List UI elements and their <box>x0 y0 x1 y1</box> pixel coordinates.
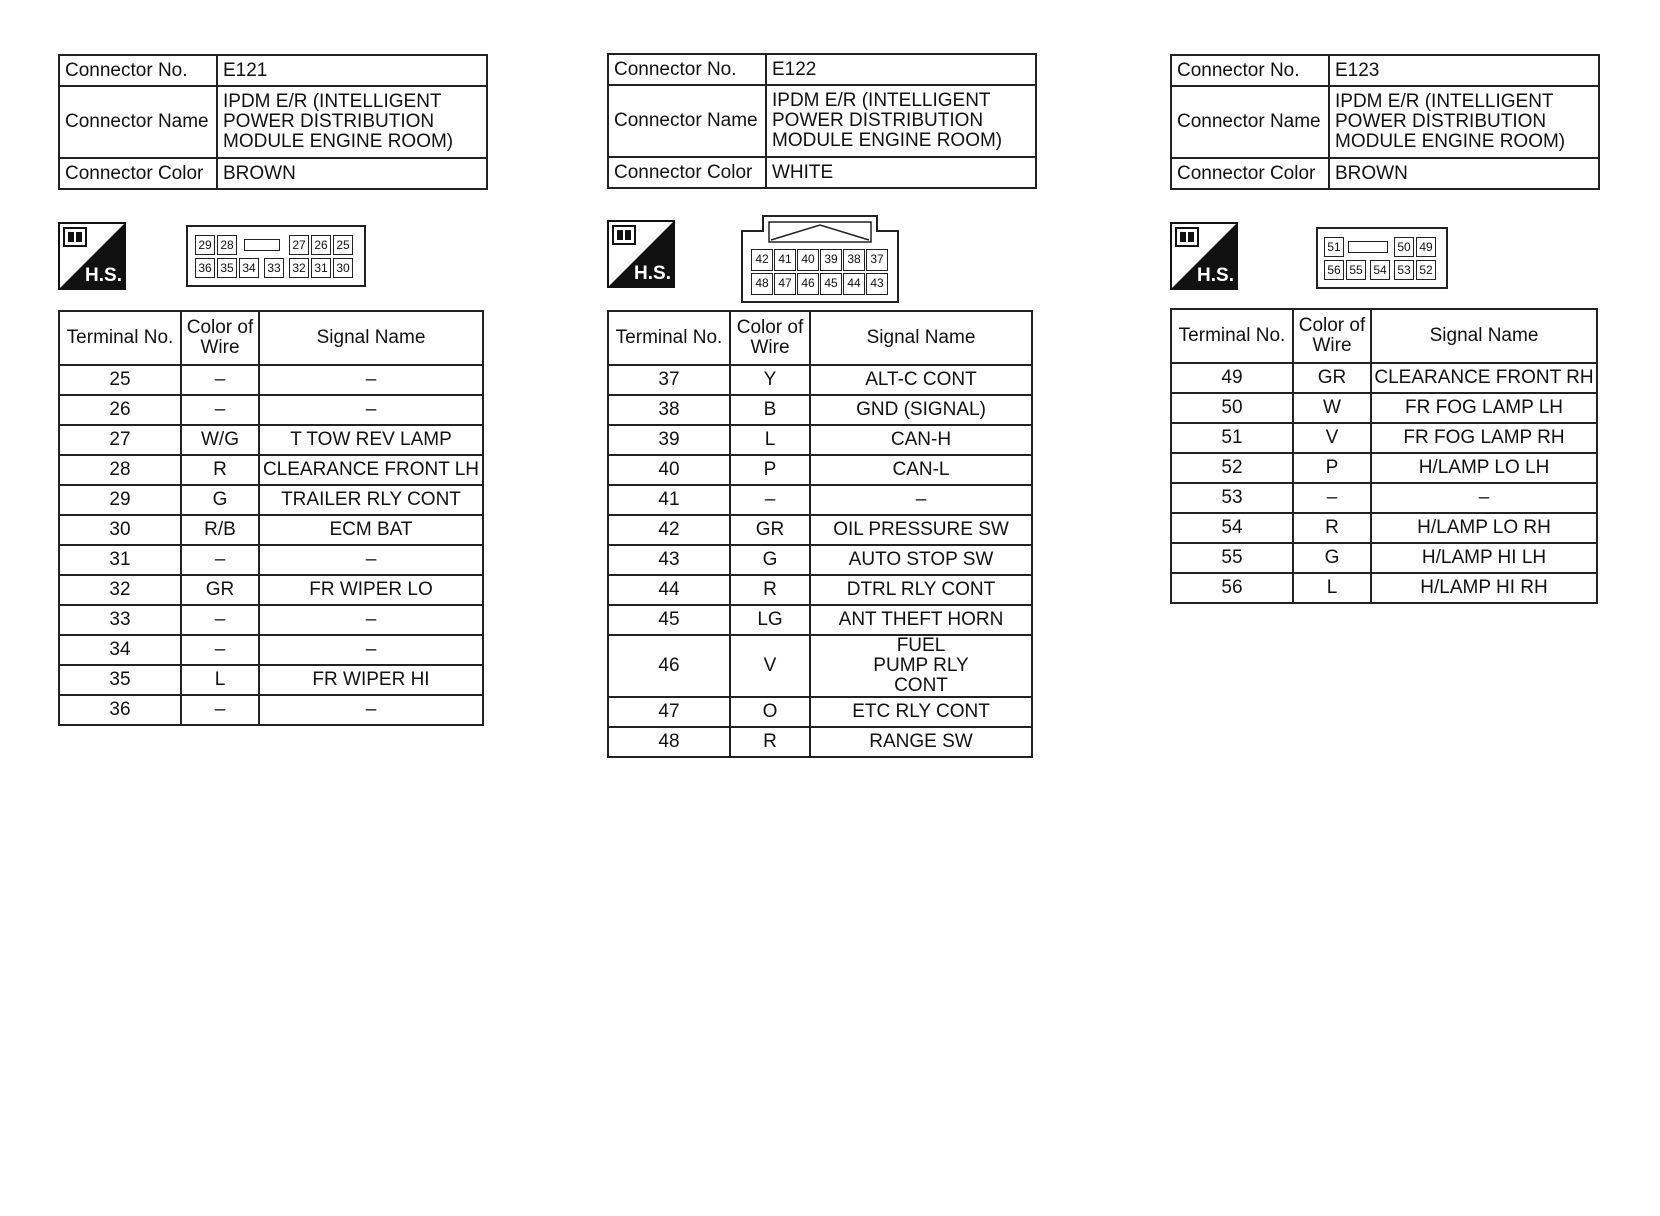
wire-color: – <box>730 485 810 515</box>
table-row <box>59 455 483 485</box>
connector-color-value: WHITE <box>766 157 1036 188</box>
signal-name: – <box>259 365 483 395</box>
signal-name: CLEARANCE FRONT LH <box>259 455 483 485</box>
signal-name: GND (SIGNAL) <box>810 395 1032 425</box>
wire-color: – <box>181 545 259 575</box>
connector-no-label: Connector No. <box>1171 55 1329 86</box>
connector-name-label: Connector Name <box>59 86 217 158</box>
connector-info-table <box>58 54 488 190</box>
wire-color: L <box>1293 573 1371 603</box>
table-row <box>608 697 1032 727</box>
connector-color-label: Connector Color <box>59 158 217 189</box>
signal-name: – <box>259 695 483 725</box>
harness-side-icon <box>58 222 126 290</box>
connector-key <box>1348 241 1388 253</box>
connector-color-label: Connector Color <box>608 157 766 188</box>
signal-name: – <box>810 485 1032 515</box>
wire-color: R/B <box>181 515 259 545</box>
terminal-no: 41 <box>608 485 730 515</box>
pin: 53 <box>1394 260 1414 280</box>
terminal-no: 28 <box>59 455 181 485</box>
terminal-no: 38 <box>608 395 730 425</box>
connector-color-label: Connector Color <box>1171 158 1329 189</box>
pin: 39 <box>820 249 842 271</box>
wire-color: P <box>730 455 810 485</box>
terminal-no: 43 <box>608 545 730 575</box>
signal-name: – <box>259 605 483 635</box>
harness-side-icon <box>1170 222 1238 290</box>
table-row <box>59 485 483 515</box>
terminal-no: 25 <box>59 365 181 395</box>
connector-color-value: BROWN <box>1329 158 1599 189</box>
terminal-no: 35 <box>59 665 181 695</box>
signal-name: FR WIPER HI <box>259 665 483 695</box>
pin: 55 <box>1346 260 1366 280</box>
pin: 38 <box>843 249 865 271</box>
wire-color: GR <box>730 515 810 545</box>
wire-color: – <box>181 605 259 635</box>
table-row <box>608 485 1032 515</box>
signal-name: – <box>259 395 483 425</box>
table-row <box>59 635 483 665</box>
signal-name: FR WIPER LO <box>259 575 483 605</box>
signal-name: FR FOG LAMP LH <box>1371 393 1597 423</box>
terminal-no-header: Terminal No. <box>1171 309 1293 363</box>
connector-name-value: IPDM E/R (INTELLIGENT POWER DISTRIBUTION MODULE ENGINE ROOM) <box>217 86 487 158</box>
terminal-no: 45 <box>608 605 730 635</box>
terminal-no: 36 <box>59 695 181 725</box>
wire-color: W <box>1293 393 1371 423</box>
signal-name: OIL PRESSURE SW <box>810 515 1032 545</box>
table-row <box>608 575 1032 605</box>
wire-color: – <box>181 395 259 425</box>
terminal-no: 39 <box>608 425 730 455</box>
wire-color: V <box>730 635 810 697</box>
pin: 29 <box>195 235 215 255</box>
pin: 46 <box>797 273 819 295</box>
signal-name: ETC RLY CONT <box>810 697 1032 727</box>
wire-color: V <box>1293 423 1371 453</box>
terminal-no: 29 <box>59 485 181 515</box>
terminal-no: 56 <box>1171 573 1293 603</box>
hs-label: H.S. <box>1197 265 1234 286</box>
table-row <box>59 575 483 605</box>
signal-name: ECM BAT <box>259 515 483 545</box>
table-row <box>59 425 483 455</box>
color-of-wire-header: Color of Wire <box>181 311 259 365</box>
terminal-no: 34 <box>59 635 181 665</box>
signal-name: TRAILER RLY CONT <box>259 485 483 515</box>
signal-name: H/LAMP HI RH <box>1371 573 1597 603</box>
wire-color: G <box>730 545 810 575</box>
table-row <box>608 515 1032 545</box>
wire-color: R <box>730 727 810 757</box>
wire-color: Y <box>730 365 810 395</box>
terminal-no: 47 <box>608 697 730 727</box>
terminal-no: 31 <box>59 545 181 575</box>
pin: 31 <box>311 258 331 278</box>
signal-name: – <box>259 635 483 665</box>
terminal-no: 27 <box>59 425 181 455</box>
hs-label: H.S. <box>85 265 122 286</box>
wire-color: G <box>1293 543 1371 573</box>
pin: 54 <box>1370 260 1390 280</box>
table-row <box>1171 543 1597 573</box>
table-row <box>1171 513 1597 543</box>
table-row <box>1171 483 1597 513</box>
table-row <box>608 365 1032 395</box>
signal-name-header: Signal Name <box>810 311 1032 365</box>
pin: 32 <box>289 258 309 278</box>
terminal-no: 49 <box>1171 363 1293 393</box>
wire-color: L <box>181 665 259 695</box>
pin: 42 <box>751 249 773 271</box>
pin: 26 <box>311 235 331 255</box>
signal-name: ANT THEFT HORN <box>810 605 1032 635</box>
connector-no-value: E121 <box>217 55 487 86</box>
terminal-no: 51 <box>1171 423 1293 453</box>
connector-no-value: E122 <box>766 54 1036 85</box>
signal-name: H/LAMP HI LH <box>1371 543 1597 573</box>
terminal-no-header: Terminal No. <box>59 311 181 365</box>
wire-color: – <box>181 365 259 395</box>
signal-name: H/LAMP LO RH <box>1371 513 1597 543</box>
pin: 43 <box>866 273 888 295</box>
terminal-no: 44 <box>608 575 730 605</box>
terminal-no: 37 <box>608 365 730 395</box>
table-row <box>1171 393 1597 423</box>
pin: 49 <box>1416 237 1436 257</box>
wire-color: R <box>730 575 810 605</box>
wire-color: W/G <box>181 425 259 455</box>
pin: 33 <box>264 258 284 278</box>
table-row <box>59 545 483 575</box>
wire-color: – <box>181 635 259 665</box>
pin: 50 <box>1394 237 1414 257</box>
pin: 48 <box>751 273 773 295</box>
wire-color: P <box>1293 453 1371 483</box>
connector-name-label: Connector Name <box>608 85 766 157</box>
terminal-table <box>58 310 484 726</box>
table-row <box>59 515 483 545</box>
table-row <box>59 365 483 395</box>
wire-color: – <box>181 695 259 725</box>
wire-color: O <box>730 697 810 727</box>
terminal-no: 54 <box>1171 513 1293 543</box>
connector-name-label: Connector Name <box>1171 86 1329 158</box>
pin: 35 <box>217 258 237 278</box>
connector-no-label: Connector No. <box>59 55 217 86</box>
table-row <box>608 635 1032 697</box>
hs-label: H.S. <box>634 263 671 284</box>
wire-color: B <box>730 395 810 425</box>
connector-name-value: IPDM E/R (INTELLIGENT POWER DISTRIBUTION MODULE ENGINE ROOM) <box>1329 86 1599 158</box>
terminal-no: 42 <box>608 515 730 545</box>
pin: 37 <box>866 249 888 271</box>
wire-color: R <box>181 455 259 485</box>
terminal-no: 50 <box>1171 393 1293 423</box>
connector-info-table <box>607 53 1037 189</box>
table-row <box>608 605 1032 635</box>
pin: 44 <box>843 273 865 295</box>
pin: 27 <box>289 235 309 255</box>
signal-name: T TOW REV LAMP <box>259 425 483 455</box>
terminal-no: 48 <box>608 727 730 757</box>
table-row <box>1171 363 1597 393</box>
terminal-no: 33 <box>59 605 181 635</box>
terminal-no: 32 <box>59 575 181 605</box>
table-row <box>608 395 1032 425</box>
terminal-no-header: Terminal No. <box>608 311 730 365</box>
table-row <box>608 455 1032 485</box>
wire-color: – <box>1293 483 1371 513</box>
connector-color-value: BROWN <box>217 158 487 189</box>
connector-face-diagram <box>1316 227 1448 289</box>
wire-color: G <box>181 485 259 515</box>
harness-side-icon <box>607 220 675 288</box>
terminal-table <box>1170 308 1598 604</box>
signal-name: RANGE SW <box>810 727 1032 757</box>
signal-name-header: Signal Name <box>259 311 483 365</box>
terminal-no: 53 <box>1171 483 1293 513</box>
signal-name: – <box>259 545 483 575</box>
signal-name: ALT-C CONT <box>810 365 1032 395</box>
table-row <box>608 425 1032 455</box>
table-row <box>1171 423 1597 453</box>
pin: 41 <box>774 249 796 271</box>
signal-name: CAN-L <box>810 455 1032 485</box>
pin: 56 <box>1324 260 1344 280</box>
wire-color: R <box>1293 513 1371 543</box>
terminal-no: 52 <box>1171 453 1293 483</box>
pin: 28 <box>217 235 237 255</box>
signal-name: CLEARANCE FRONT RH <box>1371 363 1597 393</box>
wire-color: GR <box>1293 363 1371 393</box>
signal-name: – <box>1371 483 1597 513</box>
pin: 36 <box>195 258 215 278</box>
connector-face-diagram <box>741 215 899 303</box>
connector-no-value: E123 <box>1329 55 1599 86</box>
color-of-wire-header: Color of Wire <box>1293 309 1371 363</box>
connector-info-table <box>1170 54 1600 190</box>
connector-key <box>244 239 280 251</box>
signal-name: DTRL RLY CONT <box>810 575 1032 605</box>
table-row <box>59 695 483 725</box>
pin: 25 <box>333 235 353 255</box>
signal-name: H/LAMP LO LH <box>1371 453 1597 483</box>
wire-color: GR <box>181 575 259 605</box>
pin: 34 <box>239 258 259 278</box>
pin: 30 <box>333 258 353 278</box>
signal-name: CAN-H <box>810 425 1032 455</box>
pin: 47 <box>774 273 796 295</box>
table-row <box>608 545 1032 575</box>
table-row <box>1171 453 1597 483</box>
pin: 40 <box>797 249 819 271</box>
connector-no-label: Connector No. <box>608 54 766 85</box>
pin: 45 <box>820 273 842 295</box>
table-row <box>59 605 483 635</box>
terminal-no: 40 <box>608 455 730 485</box>
table-row <box>1171 573 1597 603</box>
terminal-no: 30 <box>59 515 181 545</box>
table-row <box>608 727 1032 757</box>
terminal-table <box>607 310 1033 758</box>
signal-name: FUEL PUMP RLY CONT <box>810 635 1032 697</box>
connector-name-value: IPDM E/R (INTELLIGENT POWER DISTRIBUTION MODULE ENGINE ROOM) <box>766 85 1036 157</box>
pin: 51 <box>1324 237 1344 257</box>
terminal-no: 26 <box>59 395 181 425</box>
table-row <box>59 665 483 695</box>
signal-name: AUTO STOP SW <box>810 545 1032 575</box>
terminal-no: 55 <box>1171 543 1293 573</box>
table-row <box>59 395 483 425</box>
color-of-wire-header: Color of Wire <box>730 311 810 365</box>
connector-face-diagram <box>186 225 366 287</box>
wire-color: L <box>730 425 810 455</box>
terminal-no: 46 <box>608 635 730 697</box>
wire-color: LG <box>730 605 810 635</box>
signal-name-header: Signal Name <box>1371 309 1597 363</box>
signal-name: FR FOG LAMP RH <box>1371 423 1597 453</box>
pin: 52 <box>1416 260 1436 280</box>
